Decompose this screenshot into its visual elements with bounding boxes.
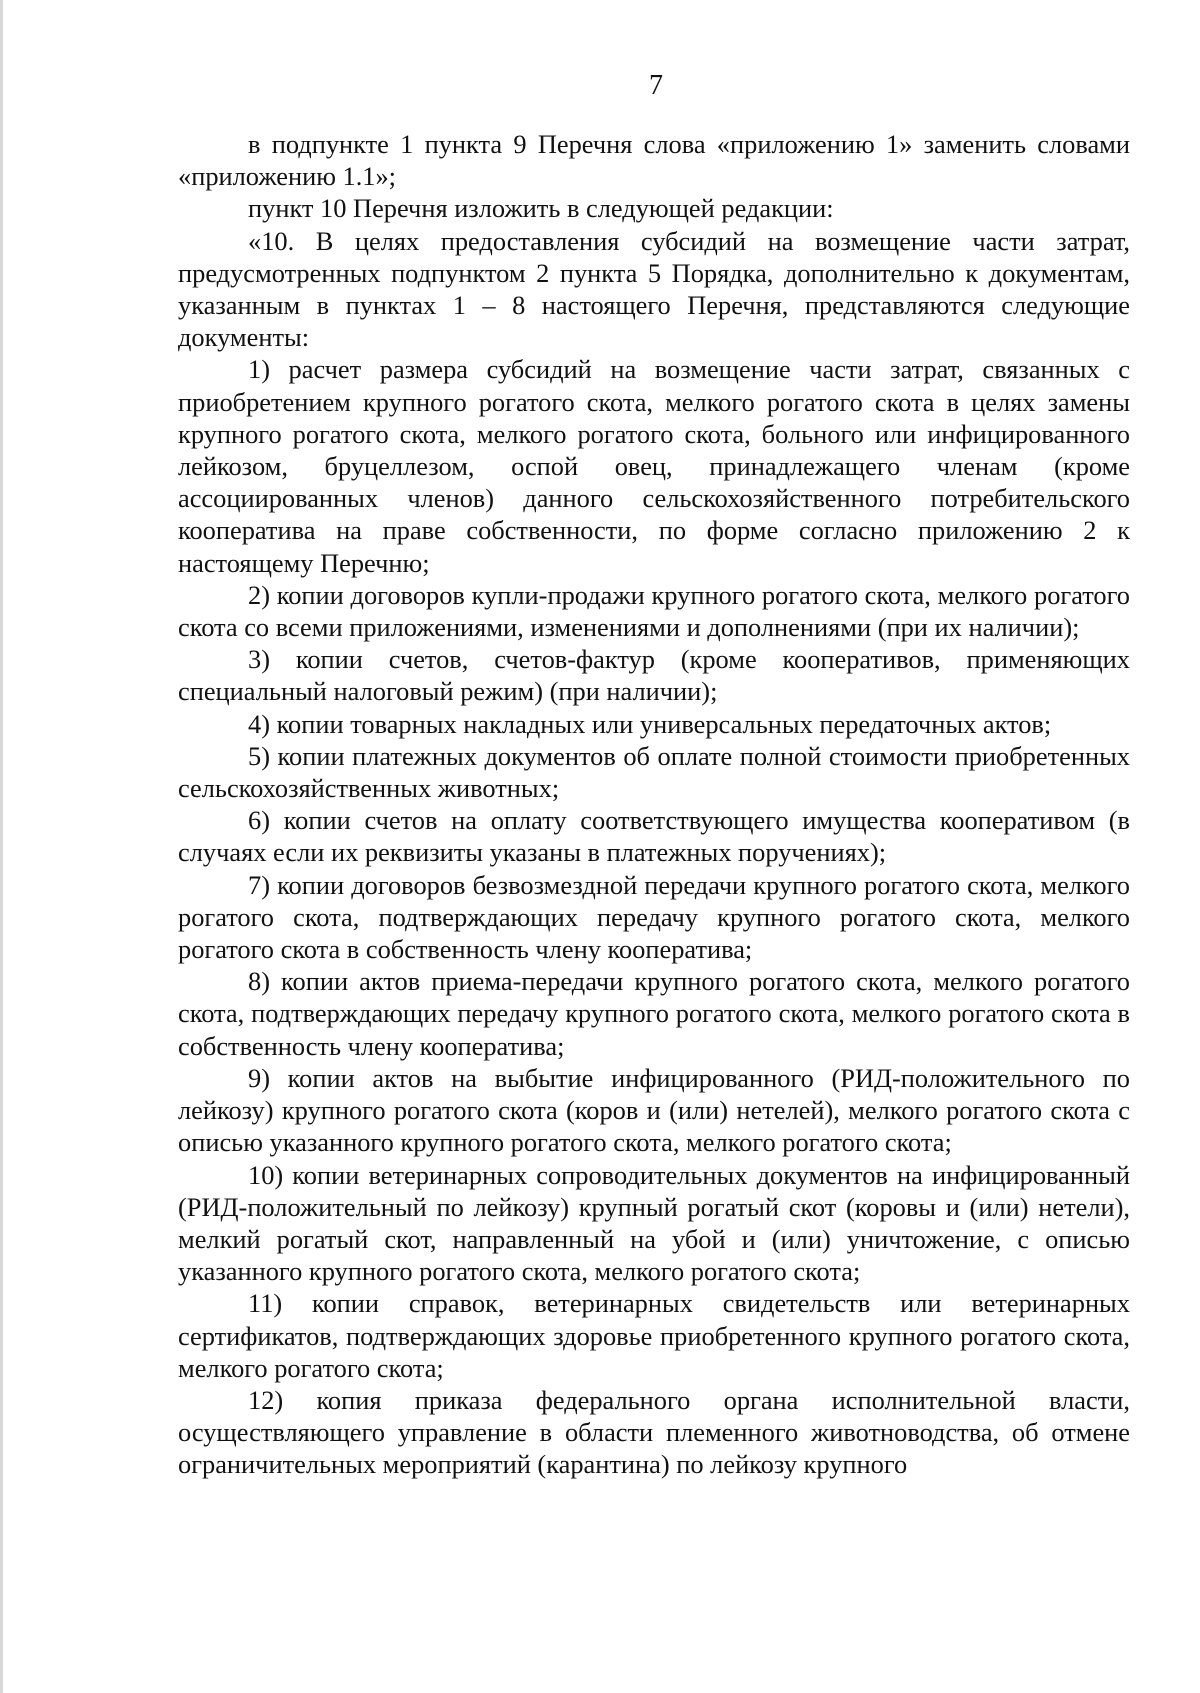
paragraph: 5) копии платежных документов об оплате полной стоимости приобретенных сельскохозяйственных животных; [178, 740, 1130, 804]
paragraph: 9) копии актов на выбытие инфицированного (РИД-положительного по лейкозу) крупного рогатого скота (коров и (или) нетелей), мелкого рогатого скота с описью указанного крупного рогатого скота, мелкого рогатого скота; [178, 1062, 1130, 1158]
paragraph: 12) копия приказа федерального органа исполнительной власти, осуществляющего управление в области племенного животноводства, об отмене ограничительных мероприятий (карантина) по лейкозу крупного [178, 1384, 1130, 1480]
paragraph: 10) копии ветеринарных сопроводительных документов на инфицированный (РИД-положительный по лейкозу) крупный рогатый скот (коровы и (или) нетели), мелкий рогатый скот, направленный на убой и (или) уничтожение, с описью указанного крупного рогатого скота, мелкого рогатого скота; [178, 1159, 1130, 1287]
paragraph: 2) копии договоров купли-продажи крупного рогатого скота, мелкого рогатого скота со всеми приложениями, изменениями и дополнениями (при их наличии); [178, 579, 1130, 643]
scan-edge [0, 0, 3, 1693]
paragraph: 6) копии счетов на оплату соответствующего имущества кооперативом (в случаях если их реквизиты указаны в платежных поручениях); [178, 805, 1130, 868]
paragraph: пункт 10 Перечня изложить в следующей редакции: [248, 193, 834, 224]
paragraph: в подпункте 1 пункта 9 Перечня слова «приложению 1» заменить словами «приложению 1.1»; [178, 129, 1130, 192]
paragraph: 11) копии справок, ветеринарных свидетельств или ветеринарных сертификатов, подтверждающих здоровье приобретенного крупного рогатого скота, мелкого рогатого скота; [178, 1288, 1130, 1383]
paragraph: 7) копии договоров безвозмездной передачи крупного рогатого скота, мелкого рогатого скота, подтверждающих передачу крупного рогатого скота, мелкого рогатого скота в собственность члену кооператива; [178, 869, 1130, 965]
paragraph: 4) копии товарных накладных или универсальных передаточных актов; [248, 708, 1052, 739]
page-number: 7 [649, 70, 663, 101]
paragraph: 3) копии счетов, счетов-фактур (кроме кооперативов, применяющих специальный налоговый режим) (при наличии); [178, 644, 1130, 707]
paragraph: 8) копии актов приема-передачи крупного рогатого скота, мелкого рогатого скота, подтверждающих передачу крупного рогатого скота, мелкого рогатого скота в собственность члену кооператива; [178, 966, 1130, 1061]
paragraph: «10. В целях предоставления субсидий на возмещение части затрат, предусмотренных подпунктом 2 пункта 5 Порядка, дополнительно к документам, указанным в пунктах 1 – 8 настоящего Перечня, представляются следующие документы: [178, 225, 1130, 353]
document-body [178, 128, 1130, 1481]
paragraph: 1) расчет размера субсидий на возмещение части затрат, связанных с приобретением крупного рогатого скота, мелкого рогатого скота в целях замены крупного рогатого скота, мелкого рогатого скота, больного или инфицированного лейкозом, бруцеллезом, оспой овец, принадлежащего членам (кроме ассоциированных членов) данного сельскохозяйственного потребительского кооператива на праве собственности, по форме согласно приложению 2 к настоящему Перечню; [178, 354, 1130, 578]
